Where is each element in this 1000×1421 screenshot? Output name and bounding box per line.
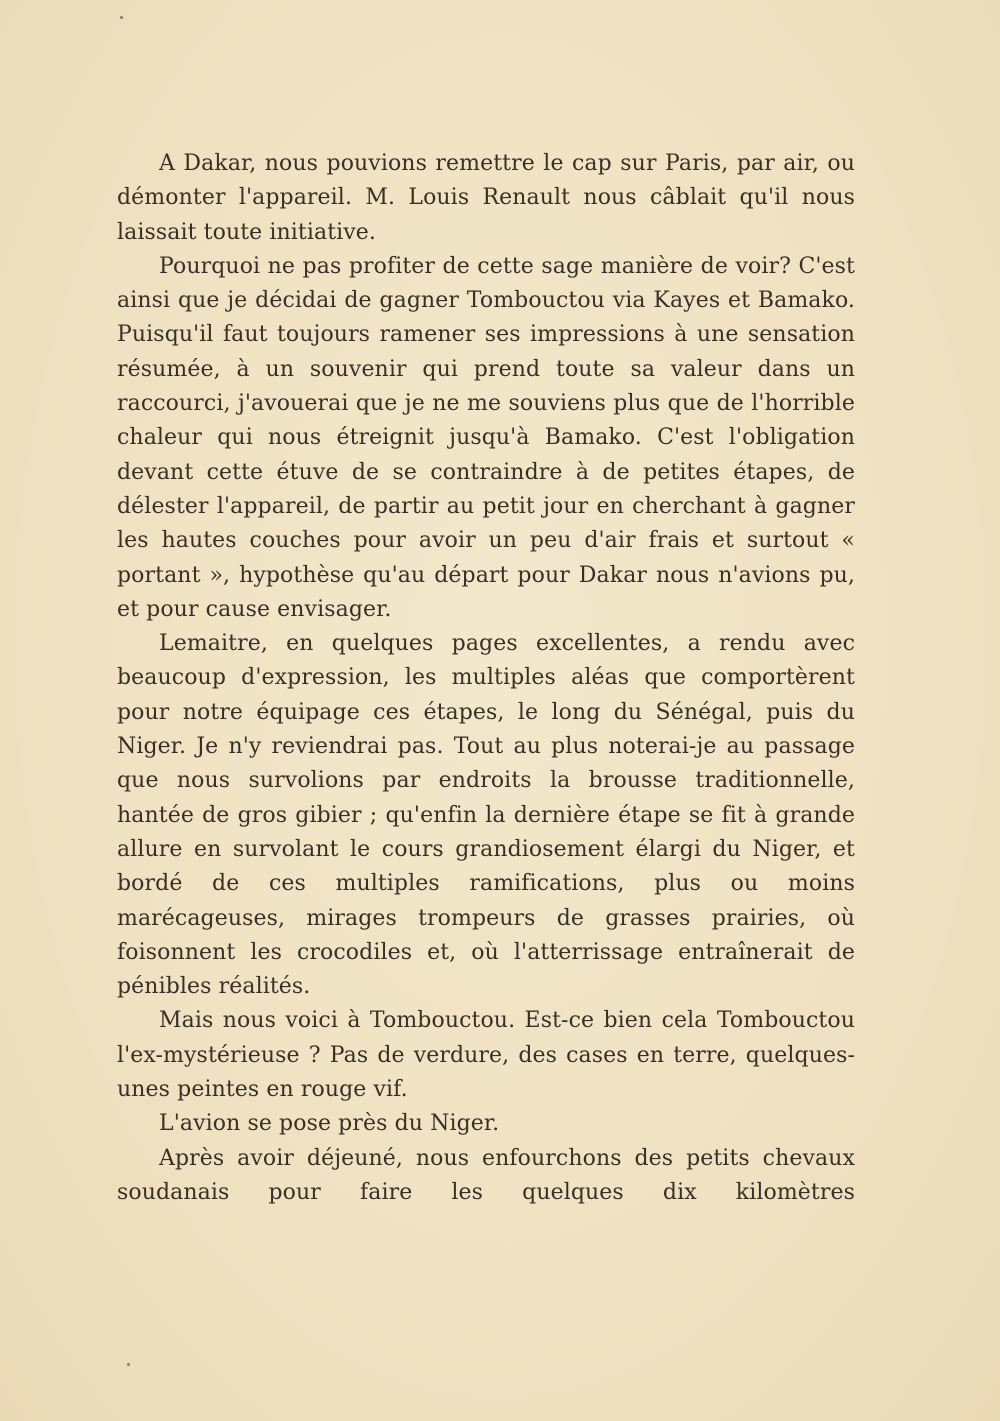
paragraph-1: A Dakar, nous pouvions remettre le cap sur Paris, par air, ou démonter l'appareil. M. Louis Renault nous câblait qu'il nous laissait toute initiative.	[117, 151, 855, 245]
paragraph-6: Après avoir déjeuné, nous enfourchons des petits chevaux soudanais pour faire les quelques dix kilomètres	[117, 1145, 855, 1205]
paragraph-3: Lemaitre, en quelques pages excellentes, a rendu avec beaucoup d'expression, les multiples aléas que comportèrent pour notre équipage ces étapes, le long du Sénégal, puis du Niger. Je n'y reviendrai pas. Tout au plus noterai-je au passage que nous survolions par endroits la brousse traditionnelle, hantée de gros gibier ; qu'enfin la dernière étape se fit à grande allure en survolant le cours grandiosement élargi du Niger, et bordé de ces multiples ramifications, plus ou moins marécageuses, mirages trompeurs de grasses prairies, où foisonnent les crocodiles et, où l'atterrissage entraînerait de pénibles réalités.	[117, 631, 855, 1000]
body-text	[117, 147, 855, 1210]
paragraph-5: L'avion se pose près du Niger.	[159, 1111, 500, 1137]
paper-speck	[120, 16, 123, 19]
paper-speck	[127, 1363, 130, 1366]
paragraph-4: Mais nous voici à Tombouctou. Est-ce bien cela Tombouctou l'ex-mystérieuse ? Pas de verdure, des cases en terre, quelques-unes peintes en rouge vif.	[117, 1008, 855, 1103]
paragraph-2: Pourquoi ne pas profiter de cette sage manière de voir? C'est ainsi que je décidai de gagner Tombouctou via Kayes et Bamako. Puisqu'il faut toujours ramener ses impressions à une sensation résumée, à un souvenir qui prend toute sa valeur dans un raccourci, j'avouerai que je ne me souviens plus que de l'horrible chaleur qui nous étreignit jusqu'à Bamako. C'est l'obligation devant cette étuve de se contraindre à de petites étapes, de délester l'appareil, de partir au petit jour en cherchant à gagner les hautes couches pour avoir un peu d'air frais et surtout « portant », hypothèse qu'au départ pour Dakar nous n'avions pu, et pour cause envisager.	[117, 253, 855, 622]
